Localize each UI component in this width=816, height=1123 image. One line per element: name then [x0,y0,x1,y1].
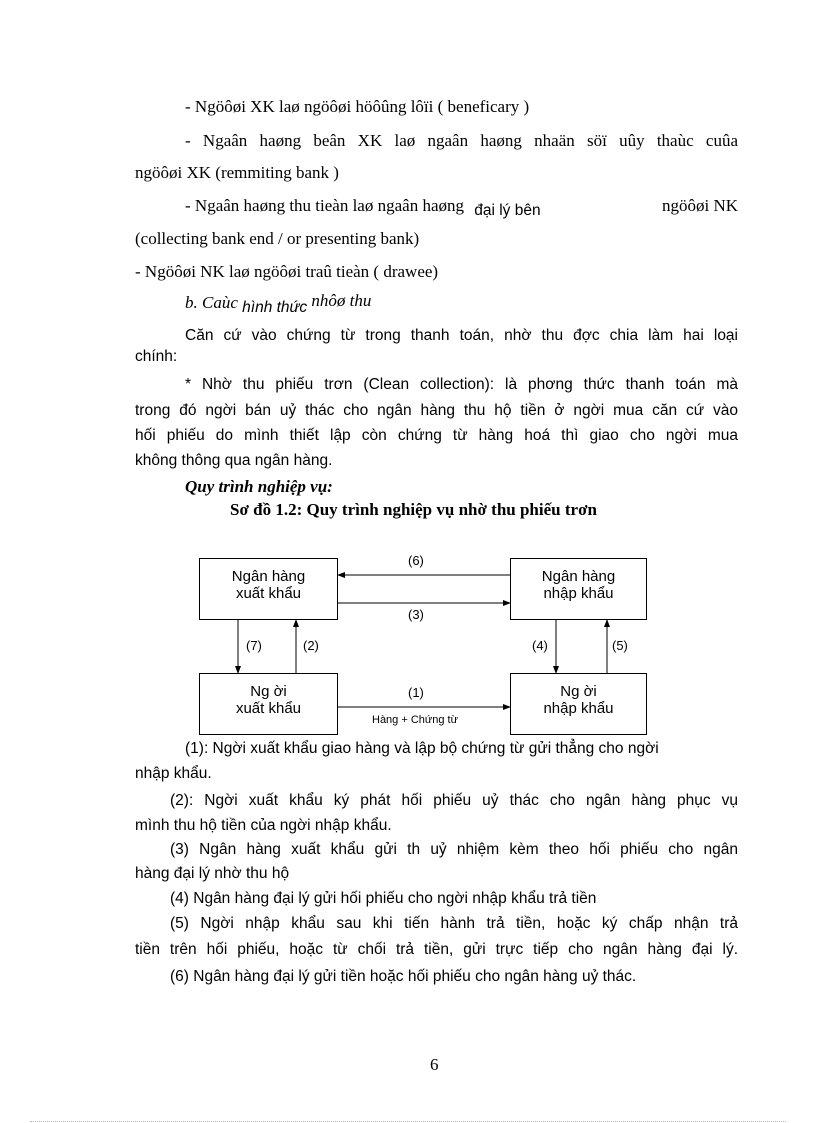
step-3-line-2: hàng đại lý nhờ thu hộ [135,865,290,882]
step-3-line-1: (3) Ngân hàng xuất khẩu gửi th uỷ nhiệm kèm theo hối phiếu cho ngân [170,841,738,858]
section-b-prefix: b. Caùc [185,293,238,312]
label-2: (2) [303,638,319,653]
clean-line-4: không thông qua ngân hàng. [135,452,333,469]
section-b-mid: hình thức [242,299,308,316]
box-importer-bank [510,558,647,620]
page-number: 6 [430,1055,439,1074]
diagram-title: Sơ đồ 1.2: Quy trình nghiệp vụ nhờ thu phiếu trơn [230,500,597,519]
text-line-beneficiary: - Ngöôøi XK laø ngöôøi höôûng lôïi ( beneficary ) [185,97,530,116]
box-exporter-bank [199,558,338,620]
intro-line-1: Căn cứ vào chứng từ trong thanh toán, nhờ thu đợc chia làm hai loại [185,327,738,344]
collecting-bank-text-a: - Ngaân haøng thu tieàn laø ngaân haøng [185,196,464,215]
collecting-bank-text-b: đại lý bên [474,202,541,219]
step-5-line-2: tiền trên hối phiếu, hoặc từ chối trả tiền, gửi trực tiếp cho ngân hàng đại lý. [135,941,738,958]
step-2-line-1: (2): Ngời xuất khẩu ký phát hối phiếu uỷ thác cho ngân hàng phục vụ [170,792,738,809]
label-4: (4) [532,638,548,653]
label-5: (5) [612,638,628,653]
section-b-suffix: nhôø thu [311,291,372,310]
step-5-line-1: (5) Ngời nhập khẩu sau khi tiến hành trả tiền, hoặc ký chấp nhận trả [170,915,738,932]
text-line-drawee: - Ngöôøi NK laø ngöôøi traû tieàn ( drawee) [135,262,439,281]
clean-line-1: * Nhờ thu phiếu trơn (Clean collection): là phơng thức thanh toán mà [185,376,738,393]
box-importer-line1: Ng ời [560,683,597,700]
process-heading: Quy trình nghiệp vụ: [185,477,333,496]
step-4: (4) Ngân hàng đại lý gửi hối phiếu cho ngời nhập khẩu trả tiền [170,890,597,907]
step-1-line-2: nhập khẩu. [135,765,212,782]
box-exporter-line1: Ng ời [250,683,287,700]
box-exporter-line2: xuất khẩu [235,700,302,717]
collecting-bank-text-c: ngöôøi NK [661,196,738,215]
step-2-line-2: mình thu hộ tiền của ngời nhập khẩu. [135,817,392,834]
box-importer-bank-line1: Ngân hàng [541,568,616,585]
page-bottom-rule [30,1121,786,1122]
box-importer-line2: nhập khẩu [543,700,614,717]
label-7: (7) [246,638,262,653]
label-1: (1) [408,685,424,700]
clean-line-3: hối phiếu do mình thiết lập còn chứng từ hàng hoá thì giao cho ngời mua [135,427,738,444]
label-3: (3) [408,607,424,622]
label-1-sub: Hàng + Chứng từ [372,714,458,726]
label-6: (6) [408,553,424,568]
box-exporter [199,673,338,735]
box-importer [510,673,647,735]
intro-line-2: chính: [135,348,178,365]
text-line-remitting-bank-1: - Ngaân haøng beân XK laø ngaân haøng nhaän söï uûy thaùc cuûa [185,131,738,150]
clean-line-2: trong đó ngời bán uỷ thác cho ngân hàng thu hộ tiền ở ngời mua căn cứ vào [135,402,738,419]
box-importer-bank-line2: nhập khẩu [543,585,614,602]
text-line-collecting-bank-2: (collecting bank end / or presenting bank) [135,229,420,248]
step-1-line-1: (1): Ngời xuất khẩu giao hàng và lập bộ chứng từ gửi thẳng cho ngời [185,740,659,757]
text-line-remitting-bank-2: ngöôøi XK (remmiting bank ) [135,163,339,182]
step-6: (6) Ngân hàng đại lý gửi tiền hoặc hối phiếu cho ngân hàng uỷ thác. [170,968,637,985]
box-exporter-bank-line1: Ngân hàng [231,568,306,585]
box-exporter-bank-line2: xuất khẩu [235,585,302,602]
